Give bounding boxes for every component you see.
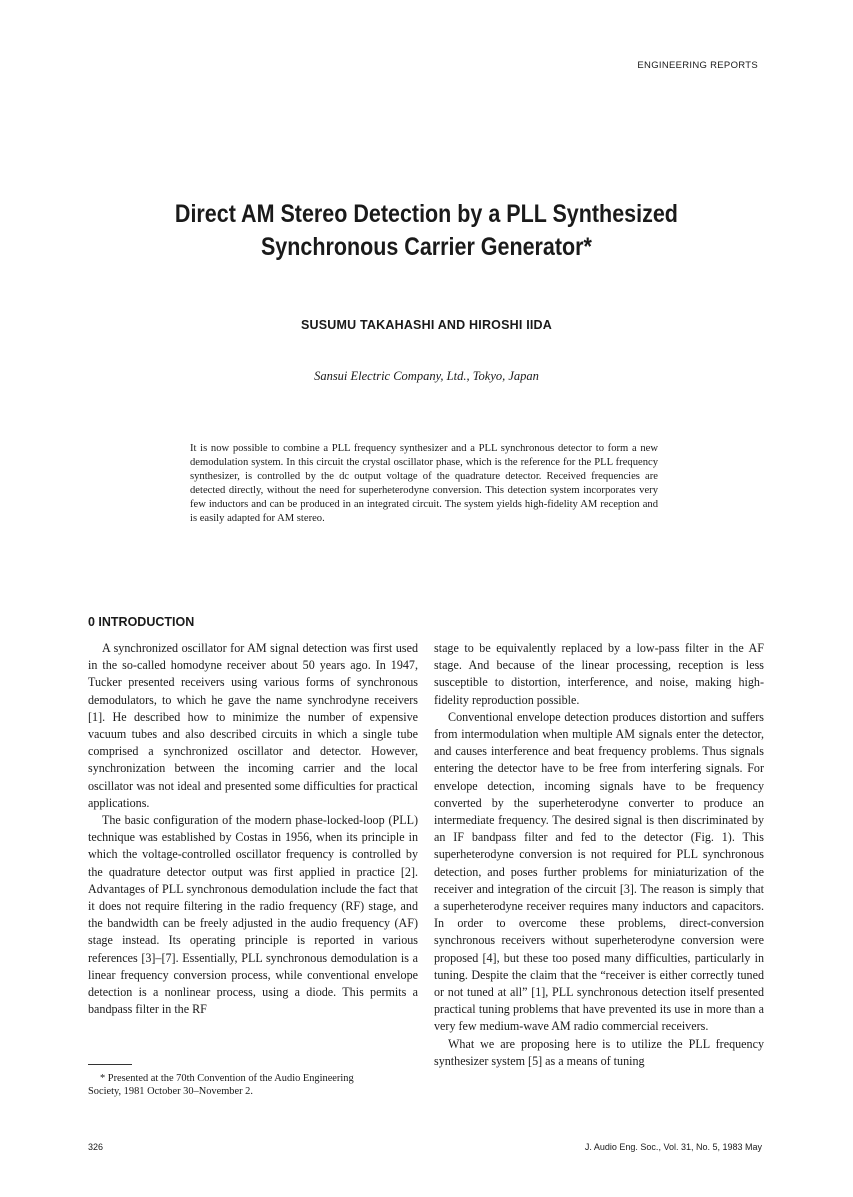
footnote-line: * Presented at the 70th Convention of the Audio Engineering xyxy=(100,1073,354,1084)
paragraph: What we are proposing here is to utilize the PLL frequency synthesizer system [5] as a means of tuning xyxy=(434,1036,764,1068)
paragraph: The basic configuration of the modern phase-locked-loop (PLL) technique was established by Costas in 1956, when its principle in which the voltage-controlled oscillator frequency is controlled by the quadrature detector output was first applied in practice [2]. Advantages of PLL synchronous demodulation include the fact that it does not require filtering in the radio frequency (RF) stage, and the bandwidth can be freely adjusted in the audio frequency (AF) stage instead. Its operating principle is reported in various references [3]–[7]. Essentially, PLL synchronous demodulation is a linear frequency conversion process, while conventional envelope detection is a nonlinear process, using a diode. This permits a bandpass filter in the RF xyxy=(88,813,418,1017)
footnote-line: Society, 1981 October 30–November 2. xyxy=(88,1086,253,1098)
right-column xyxy=(434,640,764,1070)
running-head: ENGINEERING REPORTS xyxy=(637,60,758,71)
footnote-divider xyxy=(88,1064,132,1065)
title-line-1: Direct AM Stereo Detection by a PLL Synthesized xyxy=(174,200,678,228)
abstract: It is now possible to combine a PLL frequency synthesizer and a PLL synchronous detector to form a new demodulation system. In this circuit the crystal oscillator phase, which is the reference for the PLL frequency synthesizer, is controlled by the dc output voltage of the quadrature detector. Received frequencies are detected directly, without the need for superheterodyne conversion. This detection system incorporates very few inductors and can be produced in an integrated circuit. The system yields high-fidelity AM reception and is easily adapted for AM stereo. xyxy=(190,443,658,525)
paragraph: Conventional envelope detection produces distortion and suffers from intermodulation when multiple AM signals enter the detector, and causes interference and beat frequency problems. Thus signals entering the detector have to be free from interfering signals. For envelope detection, incoming signals have to be frequency converted by the superheterodyne converter to produce an intermediate frequency. The desired signal is then discriminated by an IF bandpass filter and fed to the detector (Fig. 1). This superheterodyne conversion is not required for PLL synchronous detection, and poses further problems for miniaturization of the receiver and integration of the circuit [3]. The reason is simply that a superheterodyne receiver requires many inductors and capacitors. In order to overcome these problems, direct-conversion synchronous receivers without superheterodyne conversion were proposed [4], but these too posed many difficulties, particularly in tuning. Despite the claim that the “receiver is either correctly tuned or not tuned at all” [1], PLL synchronous detection itself presented practical tuning problems that have prevented its use in more than a very few medium-wave AM radio commercial receivers. xyxy=(434,709,764,1034)
footnote xyxy=(88,1072,418,1099)
section-heading-introduction: 0 INTRODUCTION xyxy=(88,615,195,629)
affiliation: Sansui Electric Company, Ltd., Tokyo, Japan xyxy=(314,369,539,383)
paragraph: A synchronized oscillator for AM signal detection was first used in the so-called homodyne receiver about 50 years ago. In 1947, Tucker presented receivers using various forms of synchronous demodulators, to which he gave the name synchrodyne receivers [1]. He described how to minimize the number of expensive vacuum tubes and also described circuits in which a single tube comprised a synchronized oscillator and detector. However, synchronization between the incoming carrier and the local oscillator was not ideal and presented some difficulties for practical applications. xyxy=(88,641,418,810)
journal-reference: J. Audio Eng. Soc., Vol. 31, No. 5, 1983 May xyxy=(584,1142,762,1152)
left-column xyxy=(88,640,418,1018)
page-number: 326 xyxy=(88,1142,104,1152)
title-line-2: Synchronous Carrier Generator* xyxy=(260,233,592,261)
paragraph: stage to be equivalently replaced by a low-pass filter in the AF stage. And because of the linear processing, reception is less susceptible to distortion, interference, and noise, making high-fidelity reproduction possible. xyxy=(434,641,764,707)
author-list: SUSUMU TAKAHASHI AND HIROSHI IIDA xyxy=(300,318,553,332)
paper-title xyxy=(60,198,794,264)
